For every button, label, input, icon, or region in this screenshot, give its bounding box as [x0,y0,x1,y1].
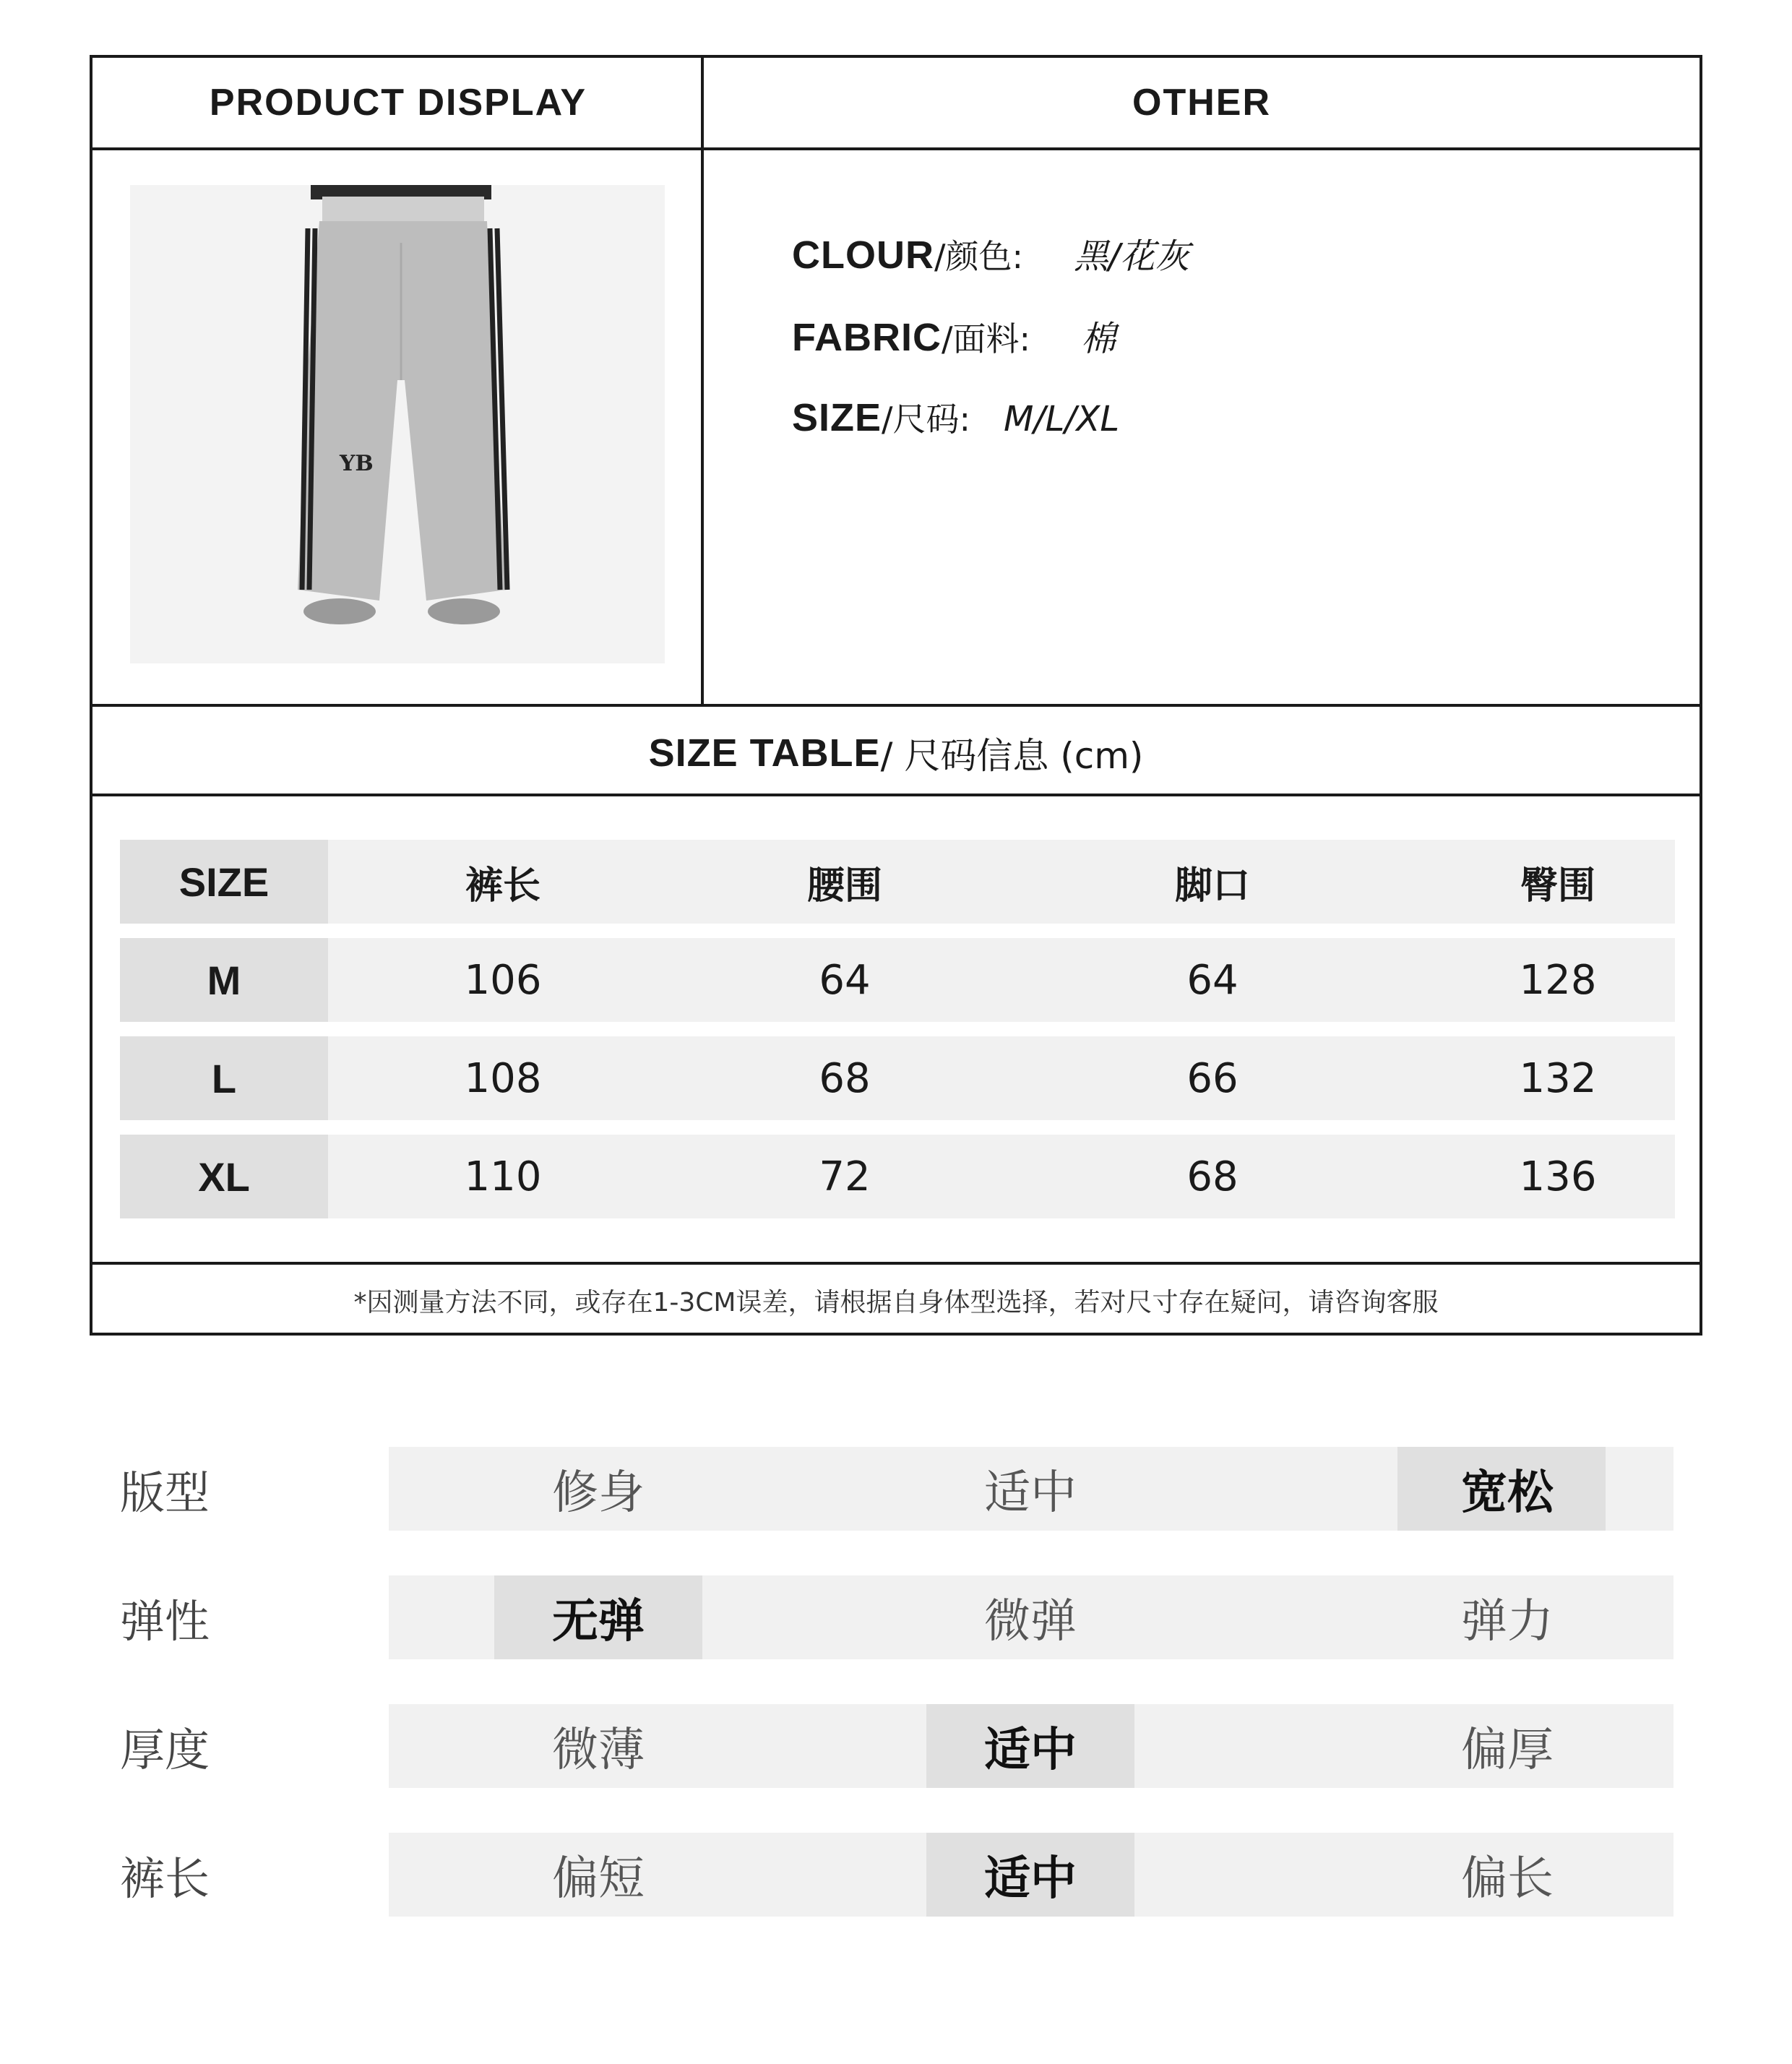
table-cell: 66 [1186,1054,1239,1102]
column-header: SIZE [120,840,328,924]
size-value: M/L/XL [1004,399,1120,439]
feature-option: 微薄 [552,1724,645,1777]
product-info-frame [90,55,1702,1336]
column-header: 脚口 [1174,864,1251,908]
fabric-value: 棉 [1081,319,1116,359]
divider [92,794,1700,796]
colour-row [792,228,1189,278]
product-photo [130,185,665,663]
product-display-header: PRODUCT DISPLAY [209,82,587,124]
table-cell: 68 [1186,1153,1239,1200]
column-header: 裤长 [465,864,541,908]
size-table [120,840,1675,1233]
table-cell: 128 [1519,956,1597,1004]
table-cell: 110 [464,1153,542,1200]
fabric-key: FABRIC [792,316,942,359]
size-key-cn: /尺码: [882,400,971,439]
colour-value: 黑/花灰 [1073,236,1190,277]
size-cell: M [120,938,328,1022]
table-cell: 64 [819,956,871,1004]
feature-row-thickness [90,1704,1702,1788]
feature-option-selected: 适中 [984,1724,1077,1777]
fabric-key-cn: /面料: [942,319,1030,358]
table-row [120,1036,1675,1120]
size-table-title-cn: / 尺码信息 (cm) [880,735,1144,777]
other-header: OTHER [1132,82,1271,124]
table-cell: 108 [464,1054,542,1102]
feature-label: 版型 [120,1466,210,1519]
size-row [792,393,1119,441]
table-row [120,1135,1675,1218]
table-cell: 106 [464,956,542,1004]
size-cell: XL [120,1135,328,1218]
size-key: SIZE [792,396,882,439]
feature-option-selected: 适中 [984,1852,1077,1906]
feature-row-stretch [90,1575,1702,1659]
column-header: 腰围 [806,864,883,908]
feature-label: 裤长 [120,1852,210,1905]
table-cell: 132 [1519,1054,1597,1102]
feature-option-selected: 无弹 [552,1595,645,1648]
feature-row-length [90,1833,1702,1917]
size-table-title-en: SIZE TABLE [648,731,881,775]
feature-label: 厚度 [120,1723,210,1776]
table-header-row [120,840,1675,924]
feature-option: 偏长 [1461,1852,1554,1906]
fabric-row [792,311,1116,361]
feature-label: 弹性 [120,1594,210,1648]
sweatpants-image [130,185,665,663]
feature-option: 偏短 [552,1852,645,1906]
divider [701,58,704,704]
colour-key-cn: /颜色: [934,237,1023,276]
divider [92,704,1700,707]
feature-option: 偏厚 [1461,1724,1554,1777]
feature-option: 修身 [552,1466,645,1520]
divider [92,147,1700,150]
table-cell: 68 [819,1054,871,1102]
feature-option: 微弹 [984,1595,1077,1648]
svg-text:YB: YB [340,451,374,476]
table-row [120,938,1675,1022]
table-cell: 136 [1519,1153,1597,1200]
feature-option: 适中 [984,1466,1077,1520]
size-cell: L [120,1036,328,1120]
size-table-title [92,710,1700,796]
feature-row-fit [90,1447,1702,1531]
column-header: 臀围 [1520,864,1596,908]
colour-key: CLOUR [792,233,934,277]
measurement-note: *因测量方法不同，或存在1-3CM误差，请根据自身体型选择，若对尺寸存在疑问，请咨询客服 [353,1287,1439,1317]
feature-option-selected: 宽松 [1461,1466,1554,1520]
table-cell: 64 [1186,956,1239,1004]
feature-option: 弹力 [1461,1595,1554,1648]
table-cell: 72 [819,1153,871,1200]
